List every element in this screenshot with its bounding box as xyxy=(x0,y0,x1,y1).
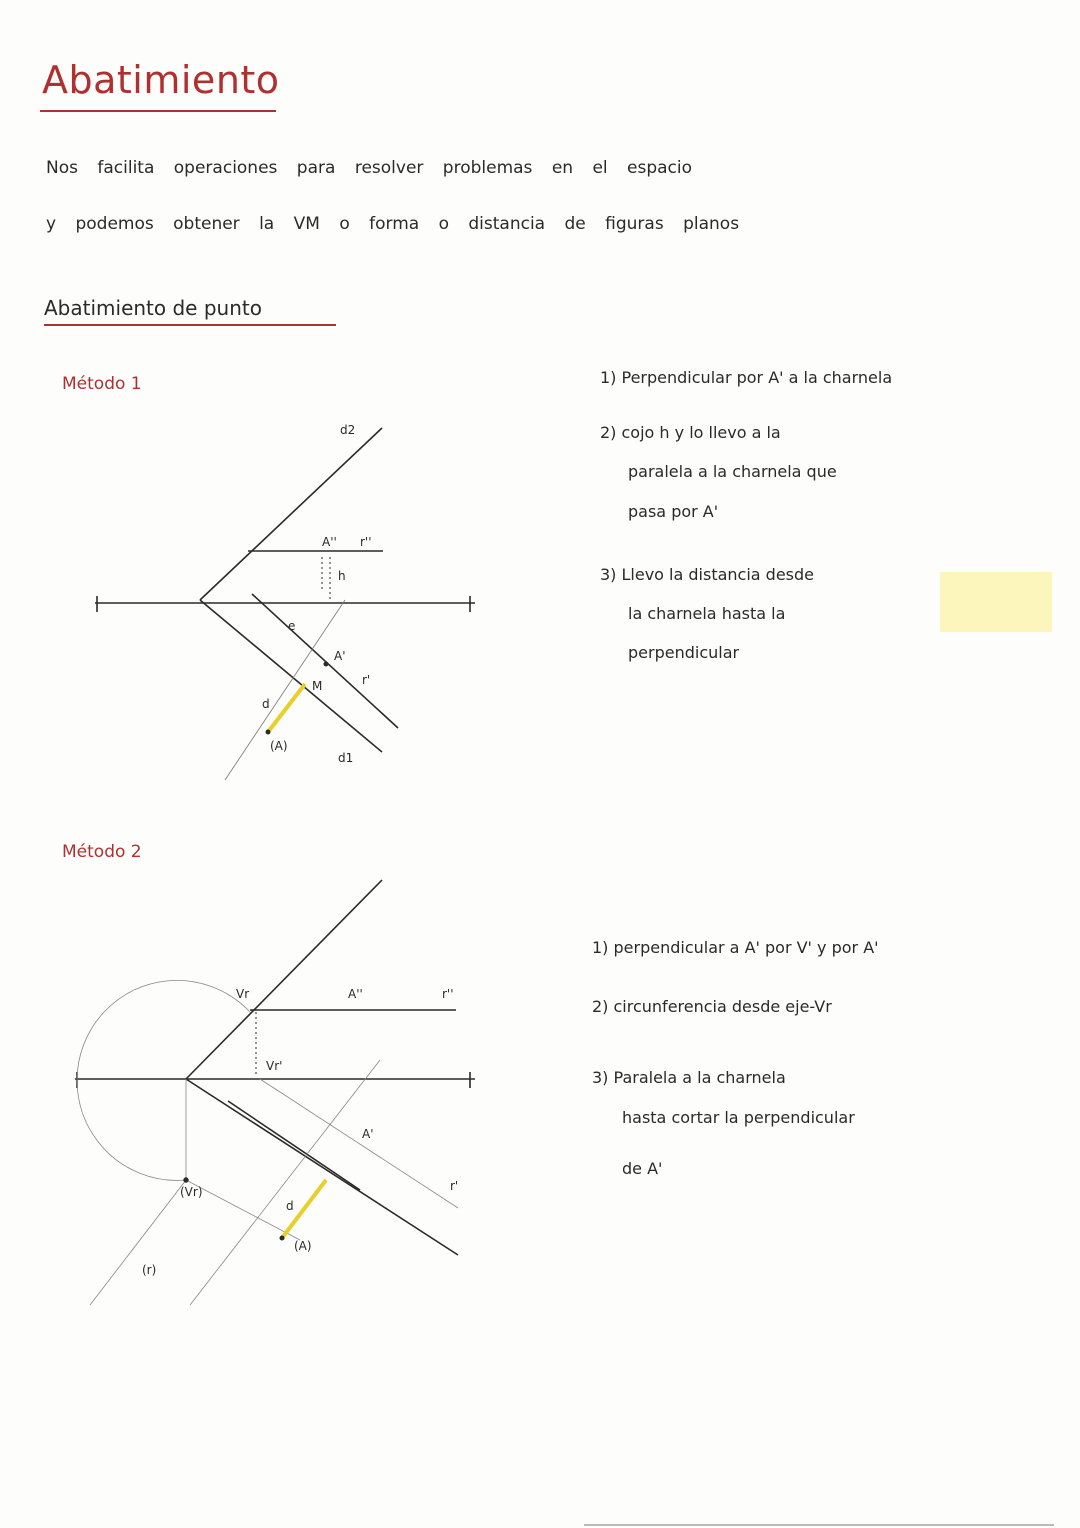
perpendicular-thin xyxy=(225,600,345,780)
trace-2 xyxy=(186,880,382,1079)
point-a1 xyxy=(324,662,328,666)
method-1-diagram xyxy=(95,428,475,780)
label-d2: d2 xyxy=(340,423,356,437)
line-abat-r-2 xyxy=(190,1060,380,1305)
line-r1 xyxy=(228,1101,360,1190)
connector-thin xyxy=(186,1180,300,1240)
label-a1: A' xyxy=(362,1127,374,1141)
label-vrabat: (Vr) xyxy=(180,1185,203,1199)
method-1-heading: Método 1 xyxy=(62,374,142,394)
step-text: pasa por A' xyxy=(628,501,719,521)
point-abat xyxy=(266,730,270,734)
point-vrabat xyxy=(184,1178,188,1182)
label-abat: (A) xyxy=(270,739,288,753)
label-rabat: (r) xyxy=(142,1263,157,1277)
method-2-heading: Método 2 xyxy=(62,842,142,862)
label-e: e xyxy=(288,619,296,633)
page-title: Abatimiento xyxy=(42,58,280,102)
line-abat-r xyxy=(90,1180,186,1305)
label-m: M xyxy=(312,679,323,693)
label-abat: (A) xyxy=(294,1239,312,1253)
label-r2: r'' xyxy=(442,987,454,1001)
bottom-rule xyxy=(584,1524,1054,1526)
step-text: 3) Llevo la distancia desde xyxy=(600,564,815,584)
label-vr1: Vr' xyxy=(266,1059,283,1073)
step-text: 2) cojo h y lo llevo a la xyxy=(600,423,781,443)
label-r2: r'' xyxy=(360,535,372,549)
label-r1: r' xyxy=(362,673,371,687)
step-text: paralela a la charnela que xyxy=(628,462,837,482)
step-text: perpendicular xyxy=(628,643,740,663)
step-text: la charnela hasta la xyxy=(628,603,786,623)
step-text: 3) Paralela a la charnela xyxy=(592,1068,786,1088)
section-subtitle: Abatimiento de punto xyxy=(44,296,262,320)
label-d: d xyxy=(286,1199,294,1213)
step-text: 2) circunferencia desde eje-Vr xyxy=(592,997,832,1017)
intro-line-1: Nos facilita operaciones para resolver problemas en el espacio xyxy=(46,158,693,178)
label-a2: A'' xyxy=(348,987,363,1001)
intro-line-2: y podemos obtener la VM o forma o distancia de figuras planos xyxy=(46,214,740,234)
label-h: h xyxy=(338,569,346,583)
step-text: de A' xyxy=(622,1158,663,1178)
label-a2: A'' xyxy=(322,535,337,549)
label-r1: r' xyxy=(450,1179,459,1193)
step-text: 1) Perpendicular por A' a la charnela xyxy=(600,368,893,387)
label-d1: d1 xyxy=(338,751,354,765)
arc-circumference xyxy=(77,980,250,1180)
label-vr: Vr xyxy=(236,987,250,1001)
trace-d2 xyxy=(200,428,382,600)
point-abat xyxy=(280,1236,284,1240)
label-d: d xyxy=(262,697,270,711)
highlight-distance xyxy=(268,684,305,732)
step-text: hasta cortar la perpendicular xyxy=(622,1107,855,1127)
method-2-diagram xyxy=(75,880,475,1305)
step-text: 1) perpendicular a A' por V' y por A' xyxy=(592,938,879,957)
label-a1: A' xyxy=(334,649,346,663)
trace-1 xyxy=(186,1079,458,1255)
